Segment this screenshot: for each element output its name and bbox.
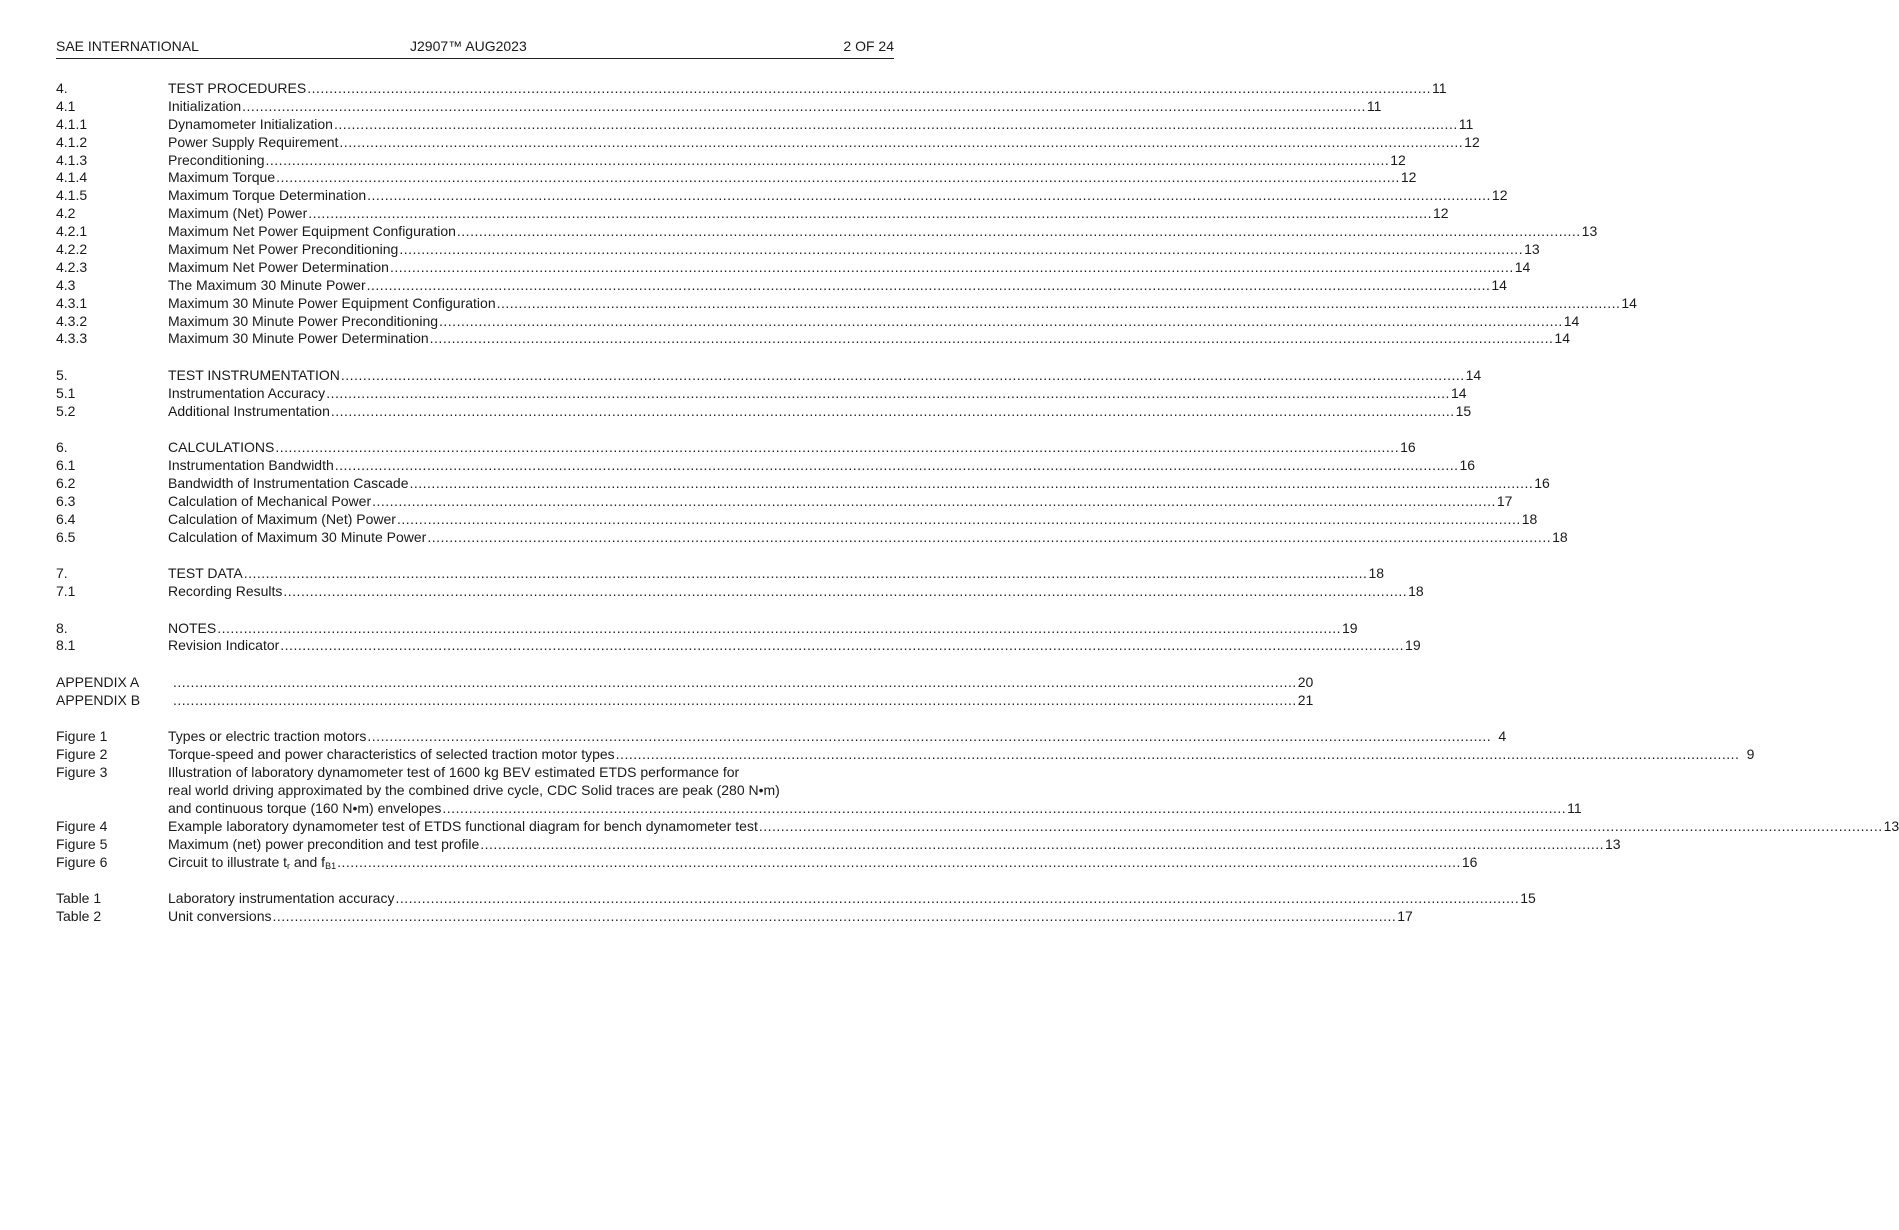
toc-entry[interactable] [56, 294, 1637, 313]
toc-entry[interactable] [56, 583, 1424, 601]
toc-page: 14 [1491, 276, 1507, 293]
toc-section-4 [56, 80, 1637, 348]
toc-number: 6.1 [56, 457, 76, 474]
page-header [56, 38, 894, 59]
toc-title: Example laboratory dynamometer test of ETDS functional diagram for bench dynamometer test [168, 817, 758, 834]
toc-entry[interactable] [56, 402, 1472, 421]
toc-number: 4.2.1 [56, 223, 88, 240]
toc-page: 18 [1521, 510, 1538, 527]
toc-entry[interactable] [56, 330, 1570, 348]
toc-number: 4.3.3 [56, 330, 88, 347]
toc-entry[interactable] [56, 115, 1474, 134]
toc-page: 11 [1366, 97, 1382, 114]
toc-title-multiline [168, 764, 1582, 818]
toc-number: 4.1.1 [56, 115, 88, 132]
toc-section-7 [56, 565, 1424, 601]
toc-entry[interactable] [56, 80, 1447, 98]
toc-title: Bandwidth of Instrumentation Cascade [168, 475, 409, 491]
toc-page: 14 [1621, 294, 1637, 311]
toc-number: 4.1.4 [56, 169, 88, 186]
toc-title-line: real world driving approximated by the combined drive cycle, CDC Solid traces are peak (280 N•m) [168, 781, 780, 798]
section-gap [56, 421, 881, 440]
toc-title-part: and f [290, 853, 326, 870]
section-gap [56, 655, 881, 674]
toc-title: Calculation of Maximum (Net) Power [168, 510, 396, 527]
toc-entry[interactable] [56, 475, 1550, 493]
toc-number: 4.1.3 [56, 151, 88, 168]
toc-entry[interactable] [56, 528, 1568, 547]
toc-title: Maximum 30 Minute Power Determination [168, 330, 429, 347]
toc-entry[interactable] [56, 637, 1421, 655]
toc-number: Figure 1 [56, 728, 108, 745]
toc-page: 20 [1297, 673, 1314, 690]
toc-page: 16 [1461, 853, 1478, 870]
leader-dots [266, 152, 1390, 170]
toc-title: Laboratory instrumentation accuracy [168, 890, 395, 907]
leader-dots [307, 80, 1431, 98]
leader-dots [367, 277, 1491, 295]
toc-title: The Maximum 30 Minute Power [168, 276, 366, 293]
toc-entry[interactable] [56, 258, 1531, 277]
subscript: r [287, 860, 291, 871]
leader-dots [273, 908, 1397, 926]
table-of-contents [56, 80, 1899, 926]
header-page-label: 2 OF 24 [843, 38, 894, 54]
toc-section-8 [56, 619, 1421, 656]
toc-entry[interactable] [56, 205, 1449, 223]
header-org: SAE INTERNATIONAL [56, 38, 199, 54]
toc-title: Maximum Torque Determination [168, 187, 367, 204]
toc-page: 15 [1455, 402, 1472, 419]
toc-entry[interactable] [56, 439, 1416, 457]
leader-dots [337, 854, 1461, 872]
toc-entry-table[interactable] [56, 907, 1413, 926]
toc-title: Torque-speed and power characteristics of selected traction motor types [168, 746, 615, 763]
toc-entry-figure[interactable] [56, 764, 1582, 818]
toc-entry-table[interactable] [56, 890, 1536, 908]
toc-title: Preconditioning [168, 151, 265, 168]
toc-number: APPENDIX B [56, 691, 141, 708]
toc-entry[interactable] [56, 133, 1480, 152]
leader-dots [616, 746, 1740, 764]
toc-entry[interactable] [56, 151, 1406, 170]
toc-page: 17 [1496, 492, 1513, 509]
toc-page: 17 [1397, 907, 1413, 924]
toc-title: Maximum Net Power Preconditioning [168, 241, 399, 258]
toc-number: 6.3 [56, 492, 76, 509]
toc-number: 7.1 [56, 583, 76, 600]
leader-dots [341, 367, 1465, 385]
leader-dots [308, 205, 1432, 223]
subscript: B1 [325, 860, 337, 871]
toc-number: 4. [56, 80, 68, 96]
toc-entry[interactable] [56, 619, 1358, 638]
toc-title: Instrumentation Bandwidth [168, 457, 334, 474]
section-gap [56, 710, 881, 729]
toc-number: 8.1 [56, 637, 76, 654]
leader-dots [334, 116, 1458, 134]
toc-page: 19 [1341, 619, 1358, 636]
leader-dots [759, 818, 1883, 836]
toc-page: 15 [1520, 890, 1536, 907]
toc-entry-figure[interactable] [56, 835, 1621, 854]
toc-page: 13 [1605, 835, 1621, 852]
toc-entry[interactable] [56, 565, 1385, 583]
leader-dots [390, 259, 1514, 277]
toc-title: TEST PROCEDURES [168, 80, 307, 96]
toc-page: 18 [1408, 583, 1424, 600]
toc-entry[interactable] [56, 312, 1580, 331]
leader-dots [244, 565, 1368, 583]
toc-entry[interactable] [56, 97, 1382, 116]
toc-page: 12 [1433, 205, 1449, 222]
toc-title: Unit conversions [168, 907, 272, 924]
toc-number: 4.2.3 [56, 258, 88, 275]
toc-entry[interactable] [56, 492, 1513, 511]
leader-dots [399, 241, 1523, 259]
toc-number: Figure 2 [56, 746, 108, 763]
toc-number: 6.5 [56, 528, 76, 545]
toc-number: 4.1.2 [56, 133, 88, 150]
toc-title: Maximum (Net) Power [168, 205, 308, 222]
toc-number: 6.4 [56, 510, 76, 527]
leader-dots [242, 98, 1366, 116]
toc-page: 11 [1458, 115, 1474, 132]
toc-title: Calculation of Maximum 30 Minute Power [168, 528, 427, 545]
toc-number: 4.2.2 [56, 241, 88, 258]
toc-entry-appendix-a[interactable] [56, 673, 1314, 692]
toc-page: 21 [1297, 691, 1314, 708]
toc-title: Initialization [168, 97, 242, 114]
toc-number: 4.1 [56, 97, 76, 114]
toc-title [168, 854, 336, 876]
toc-entry-figure[interactable] [56, 853, 1478, 872]
toc-number: Figure 6 [56, 853, 108, 870]
header-doc-id: J2907™ AUG2023 [410, 38, 527, 54]
leader-dots [367, 728, 1491, 746]
toc-entry-appendix-b[interactable] [56, 691, 1314, 710]
leader-dots [173, 692, 1297, 710]
toc-number: 4.3.2 [56, 312, 88, 329]
toc-page: 14 [1514, 258, 1531, 275]
toc-section-5 [56, 366, 1482, 421]
toc-title: Dynamometer Initialization [168, 115, 333, 132]
leader-dots [395, 890, 1519, 908]
toc-title: Calculation of Mechanical Power [168, 492, 372, 509]
toc-entry[interactable] [56, 276, 1507, 295]
toc-number: 4.3.1 [56, 294, 88, 311]
leader-dots [480, 836, 1604, 854]
leader-dots [497, 295, 1621, 313]
leader-dots [397, 511, 1521, 529]
toc-number: 5.2 [56, 402, 76, 419]
toc-number: Figure 3 [56, 764, 108, 781]
toc-title: Recording Results [168, 583, 283, 600]
toc-page: 16 [1459, 457, 1476, 474]
toc-page: 12 [1464, 133, 1480, 150]
toc-number: APPENDIX A [56, 673, 140, 690]
leader-dots [367, 187, 1491, 205]
toc-title: NOTES [168, 619, 217, 636]
toc-page: 14 [1554, 330, 1570, 347]
toc-page: 12 [1491, 187, 1508, 204]
section-gap [56, 601, 881, 620]
toc-entry[interactable] [56, 510, 1538, 529]
toc-title: Maximum Torque [168, 169, 276, 186]
toc-entry[interactable] [56, 169, 1417, 187]
leader-dots [442, 800, 1566, 818]
leader-dots [326, 385, 1450, 403]
toc-entry[interactable] [56, 366, 1482, 385]
toc-title: TEST INSTRUMENTATION [168, 366, 340, 383]
toc-entry-figure[interactable] [56, 746, 1755, 764]
toc-title: Revision Indicator [168, 637, 280, 654]
toc-page: 9 [1746, 746, 1755, 763]
toc-title: Power Supply Requirement [168, 133, 339, 150]
toc-page: 13 [1883, 817, 1899, 834]
toc-number: 7. [56, 565, 68, 582]
toc-number: 4.3 [56, 276, 76, 293]
toc-number: 4.2 [56, 205, 76, 222]
toc-title: TEST DATA [168, 565, 243, 582]
toc-title: Maximum 30 Minute Power Preconditioning [168, 312, 439, 329]
toc-entry[interactable] [56, 223, 1598, 241]
toc-number: Table 1 [56, 890, 102, 907]
toc-number: 8. [56, 619, 68, 636]
toc-page: 13 [1581, 223, 1598, 240]
leader-dots [275, 439, 1399, 457]
toc-figures [56, 728, 1899, 871]
toc-page: 4 [1498, 728, 1507, 745]
toc-number: Table 2 [56, 907, 102, 924]
toc-title-line: and continuous torque (160 N•m) envelopes [168, 799, 442, 816]
toc-title: Types or electric traction motors [168, 728, 367, 745]
toc-entry[interactable] [56, 457, 1476, 475]
toc-section-6 [56, 439, 1568, 546]
toc-title: Maximum Net Power Determination [168, 258, 389, 275]
toc-page: 14 [1450, 384, 1467, 401]
toc-page: 16 [1400, 439, 1416, 456]
leader-dots [280, 637, 1404, 655]
toc-tables [56, 890, 1536, 926]
toc-page: 11 [1567, 799, 1582, 816]
toc-title: Additional Instrumentation [168, 402, 330, 419]
toc-number: 4.1.5 [56, 187, 88, 204]
toc-page: 14 [1465, 366, 1482, 383]
toc-entry[interactable] [56, 187, 1508, 205]
leader-dots [372, 493, 1496, 511]
toc-title: Instrumentation Accuracy [168, 384, 326, 401]
leader-dots [217, 620, 1341, 638]
leader-dots [339, 134, 1463, 152]
leader-dots [331, 403, 1455, 421]
leader-dots [335, 457, 1459, 475]
toc-page: 13 [1524, 241, 1540, 258]
toc-page: 19 [1405, 637, 1421, 654]
toc-page: 12 [1400, 169, 1417, 186]
toc-number: 6. [56, 439, 68, 456]
toc-page: 18 [1552, 528, 1568, 545]
leader-dots [430, 330, 1554, 348]
section-gap [56, 348, 881, 367]
toc-entry-figure[interactable] [56, 728, 1507, 746]
toc-number: 5.1 [56, 384, 76, 401]
leader-dots [283, 583, 1407, 601]
toc-appendices [56, 673, 1314, 710]
toc-page: 14 [1563, 312, 1580, 329]
toc-title: Maximum Net Power Equipment Configuration [168, 223, 456, 240]
toc-page: 18 [1368, 565, 1385, 582]
leader-dots [409, 475, 1533, 493]
toc-title: Maximum (net) power precondition and test profile [168, 835, 480, 852]
toc-page: 16 [1534, 475, 1550, 491]
leader-dots [276, 169, 1400, 187]
toc-page: 12 [1390, 151, 1406, 168]
toc-entry-figure[interactable] [56, 817, 1899, 836]
toc-title-last-line [168, 800, 1582, 818]
leader-dots [457, 223, 1581, 241]
toc-entry[interactable] [56, 241, 1540, 259]
toc-title: CALCULATIONS [168, 439, 275, 456]
toc-title-part: Circuit to illustrate t [168, 853, 288, 870]
toc-title-line: Illustration of laboratory dynamometer test of 1600 kg BEV estimated ETDS performance for [168, 764, 740, 781]
toc-number: Figure 4 [56, 817, 108, 834]
toc-title: Maximum 30 Minute Power Equipment Configuration [168, 294, 496, 311]
toc-entry[interactable] [56, 384, 1467, 403]
toc-number: 6.2 [56, 475, 76, 491]
toc-page: 11 [1431, 80, 1447, 96]
leader-dots [427, 529, 1551, 547]
toc-number: Figure 5 [56, 835, 108, 852]
leader-dots [173, 674, 1297, 692]
toc-number: 5. [56, 366, 68, 383]
section-gap [56, 547, 881, 566]
leader-dots [439, 313, 1563, 331]
